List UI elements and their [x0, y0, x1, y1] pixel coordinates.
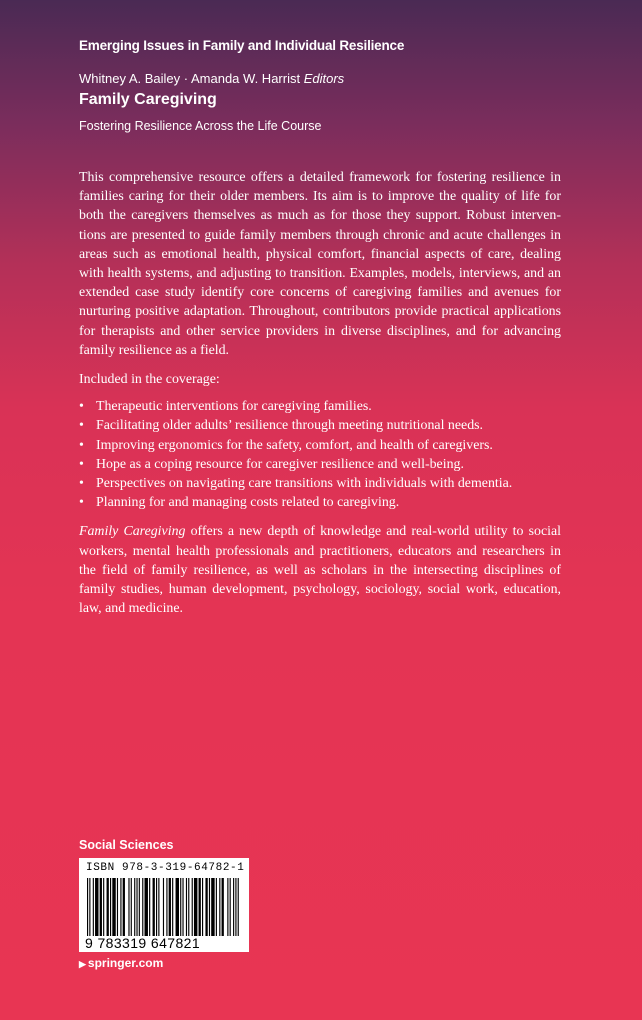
coverage-intro: Included in the coverage:	[79, 372, 220, 388]
list-item	[79, 397, 561, 416]
book-title: Family Caregiving	[79, 91, 217, 108]
editors-role: Editors	[303, 71, 345, 86]
website-label: springer.com	[87, 956, 164, 970]
bullet-icon: •	[79, 456, 84, 472]
list-item	[79, 416, 561, 435]
blurb	[79, 168, 561, 618]
publisher-website[interactable]	[79, 956, 163, 970]
coverage-list	[79, 397, 561, 512]
closing-paragraph	[79, 522, 561, 618]
isbn-number: ISBN 978-3-319-64782-1	[86, 862, 245, 874]
list-item-text: Improving ergonomics for the safety, comfort, and health of caregivers.	[96, 437, 493, 453]
category-label: Social Sciences	[79, 838, 174, 852]
bullet-icon: •	[79, 418, 84, 434]
intro-paragraph: This comprehensive resource offers a detailed framework for fostering resilience in families caring for their older members. Its aim is to improve the quality of life for both the caregivers themselves as much as for those they support. Robust interventions are presented to guide family members through chronic and acute challenges in areas such as emotional health, physical comfort, financial aspects of care, dealing with health systems, and adjusting to transition. Examples, models, interviews, and an extended case study identify core concerns of caregiving families and avenues for nurturing positive adaptation. Throughout, contributors provide practical applications for therapists and other service providers in diverse disciplines, and for advancing family resilience as a field.	[79, 170, 561, 358]
list-item-text: Therapeutic interventions for caregiving families.	[96, 399, 372, 415]
series-title: Emerging Issues in Family and Individual Resilience	[79, 38, 405, 53]
bullet-icon: •	[79, 399, 84, 415]
list-item	[79, 474, 561, 493]
list-item-text: Hope as a coping resource for caregiver resilience and well-being.	[96, 456, 464, 472]
book-subtitle: Fostering Resilience Across the Life Course	[79, 119, 322, 133]
list-item	[79, 436, 561, 455]
editors-line	[79, 71, 344, 86]
barcode-digits: 9 783319 647821	[85, 935, 200, 951]
bullet-icon: •	[79, 476, 84, 492]
bullet-icon: •	[79, 437, 84, 453]
closing-title: Family Caregiving	[79, 524, 186, 540]
list-item	[79, 493, 561, 512]
list-item	[79, 455, 561, 474]
arrow-icon: ▶	[79, 959, 86, 969]
isbn-barcode	[79, 858, 249, 952]
closing-text: offers a new depth of knowledge and real-world utility to social workers, mental health professionals and practitioners, educators and researchers in the field of family resilience, as well as scholars in the intersecting disciplines of family studies, human development, psychology, sociology, social work, education, law, and medicine.	[79, 524, 561, 617]
list-item-text: Facilitating older adults’ resilience through meeting nutritional needs.	[96, 418, 484, 434]
list-item-text: Planning for and managing costs related to caregiving.	[96, 495, 400, 511]
list-item-text: Perspectives on navigating care transitions with individuals with dementia.	[96, 476, 513, 492]
bullet-icon: •	[79, 495, 84, 511]
barcode-icon	[87, 878, 241, 936]
editors-names: Whitney A. Bailey · Amanda W. Harrist	[79, 71, 301, 86]
